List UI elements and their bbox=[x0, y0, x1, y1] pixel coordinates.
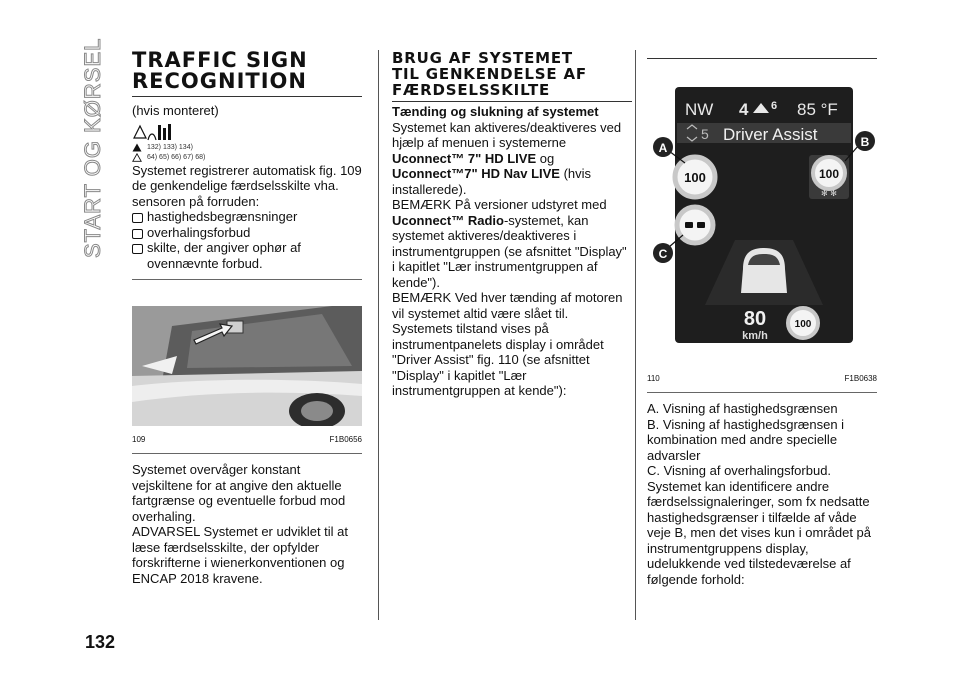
sign-b-value: 100 bbox=[818, 167, 840, 181]
mode-title: Driver Assist bbox=[723, 125, 818, 144]
current-speed: 80 bbox=[743, 308, 767, 330]
figure-110 bbox=[647, 65, 877, 386]
column-1 bbox=[132, 50, 362, 586]
section-title bbox=[392, 50, 632, 98]
section-title bbox=[132, 50, 362, 92]
product-name: Uconnect™ Radio bbox=[392, 212, 504, 228]
gear-indicator: 4 bbox=[739, 100, 749, 119]
checkbox-bullet-icon bbox=[132, 213, 143, 223]
paragraph bbox=[392, 197, 632, 290]
paragraph: ADVARSEL Systemet er udviklet til at læse færdselsskilte, der opfylder forskrifterne i wienerkonventionen og ENCAP 2018 kravene. bbox=[132, 524, 349, 586]
text-run: og bbox=[536, 150, 555, 166]
note-numbers: 132) 133) 134) bbox=[147, 143, 193, 151]
gear-suggestion: 6 bbox=[771, 100, 778, 112]
figure-rule bbox=[647, 392, 877, 393]
title-line: RECOGNITION bbox=[132, 69, 307, 93]
figure-code: F1B0638 bbox=[844, 373, 877, 383]
figure-caption bbox=[647, 371, 877, 387]
figure-rule bbox=[647, 58, 877, 59]
list-item: C. Visning af overhalingsforbud. bbox=[647, 463, 832, 478]
note-references bbox=[132, 143, 362, 153]
paragraph: Systemets tilstand vises på instrumentpanelets display i området "Driver Assist" fig. 110 (se afsnittet "Display" i kapitlet "Lær instrumentgruppen at kende"): bbox=[392, 321, 604, 398]
mode-number: 5 bbox=[701, 126, 709, 142]
column-3 bbox=[647, 50, 877, 587]
list-item bbox=[132, 209, 362, 225]
outside-temperature: 85 °F bbox=[797, 100, 838, 119]
list-item: B. Visning af hastighedsgrænsen i kombination med andre specielle advarsler bbox=[647, 416, 845, 463]
text-run: BEMÆRK På versioner udstyret med bbox=[392, 197, 607, 212]
compass-heading: NW bbox=[685, 100, 714, 119]
subtitle: (hvis monteret) bbox=[132, 103, 219, 118]
title-line: BRUG AF SYSTEMET bbox=[392, 49, 573, 67]
sign-a-value: 100 bbox=[684, 170, 706, 185]
figure-code: F1B0656 bbox=[329, 434, 362, 444]
checkbox-bullet-icon bbox=[132, 244, 143, 254]
figure-rule bbox=[132, 453, 362, 454]
car-icon bbox=[685, 222, 693, 228]
snowflake-icon: ✻ ✻ bbox=[821, 189, 837, 198]
note-numbers: 64) 65) 66) 67) 68) bbox=[147, 153, 206, 161]
column-divider bbox=[635, 50, 636, 620]
chapter-title: START OG KØRSEL bbox=[80, 37, 105, 258]
callout-a-label: A bbox=[658, 141, 668, 155]
no-overtaking-sign bbox=[677, 207, 713, 243]
list-item-text: hastighedsbegrænsninger bbox=[147, 209, 298, 224]
list-item bbox=[132, 225, 362, 241]
text-run: Systemet kan aktiveres/deaktiveres ved hjælp af menuen i systemerne bbox=[392, 119, 622, 150]
figure-rule bbox=[132, 279, 362, 280]
figure-number: 110 bbox=[647, 373, 660, 383]
chapter-side-tab bbox=[78, 37, 108, 260]
warning-triangle-icon bbox=[132, 143, 142, 152]
callout-b-label: B bbox=[860, 135, 870, 149]
text-run: (hvis installerede). bbox=[392, 166, 592, 197]
intro-text: Systemet registrerer automatisk fig. 109 de genkendelige færdselsskilte vha. sensoren på forruden: bbox=[132, 162, 362, 209]
list-item-text: overhalingsforbud bbox=[147, 224, 251, 240]
note-references bbox=[132, 153, 362, 163]
warning-icons bbox=[132, 122, 362, 142]
paragraph: Systemet kan identificere andre færdselssignaleringer, som fx nedsatte hastighedsgrænser i tilfælde af våde veje B, men det vises kun i området på instrumentgruppens display, udelukkende ved tilstedeværelse af følgende forhold: bbox=[647, 478, 872, 587]
speed-unit: km/h bbox=[742, 330, 768, 342]
paragraph: BEMÆRK Ved hver tænding af motoren vil systemet altid være slået til. bbox=[392, 290, 623, 321]
product-name: Uconnect™7" HD Nav LIVE bbox=[392, 166, 560, 181]
paragraph: Systemet overvåger konstant vejskiltene for at angive den aktuelle fartgrænse og eventuelle forbud mod overhaling. bbox=[132, 462, 346, 524]
subheading: Tænding og slukning af systemet bbox=[392, 104, 599, 119]
paragraph bbox=[392, 120, 632, 198]
title-line: FÆRDSELSSKILTE bbox=[392, 81, 551, 99]
title-rule bbox=[392, 101, 632, 102]
book-warning-icon bbox=[132, 122, 174, 142]
figure-caption bbox=[132, 432, 362, 448]
checkbox-bullet-icon bbox=[132, 229, 143, 239]
figure-109 bbox=[132, 306, 362, 447]
column-2 bbox=[392, 50, 632, 399]
text-run: -systemet, kan systemet aktiveres/deaktiveres i instrumentgruppen (se afsnittet "Display" i kapitlet "Lær instrumentgruppen af kende"). bbox=[392, 212, 627, 290]
page-number: 132 bbox=[85, 632, 116, 652]
title-rule bbox=[132, 96, 362, 97]
list-item bbox=[132, 240, 362, 271]
list-item: A. Visning af hastighedsgrænsen bbox=[647, 401, 838, 416]
current-limit-value: 100 bbox=[794, 319, 812, 330]
title-line: TRAFFIC SIGN bbox=[132, 48, 308, 72]
callout-c-label: C bbox=[658, 247, 668, 261]
title-line: TIL GENKENDELSE AF bbox=[392, 65, 587, 83]
windshield-sensor-illustration bbox=[132, 306, 362, 426]
warning-triangle-outline-icon bbox=[132, 153, 142, 162]
figure-number: 109 bbox=[132, 434, 146, 444]
list-item-text: skilte, der angiver ophør af ovennævnte forbud. bbox=[147, 240, 301, 271]
car-icon bbox=[697, 222, 705, 228]
instrument-display-illustration bbox=[647, 65, 877, 365]
product-name: Uconnect™ 7" HD LIVE bbox=[392, 150, 537, 166]
column-divider bbox=[378, 50, 379, 620]
